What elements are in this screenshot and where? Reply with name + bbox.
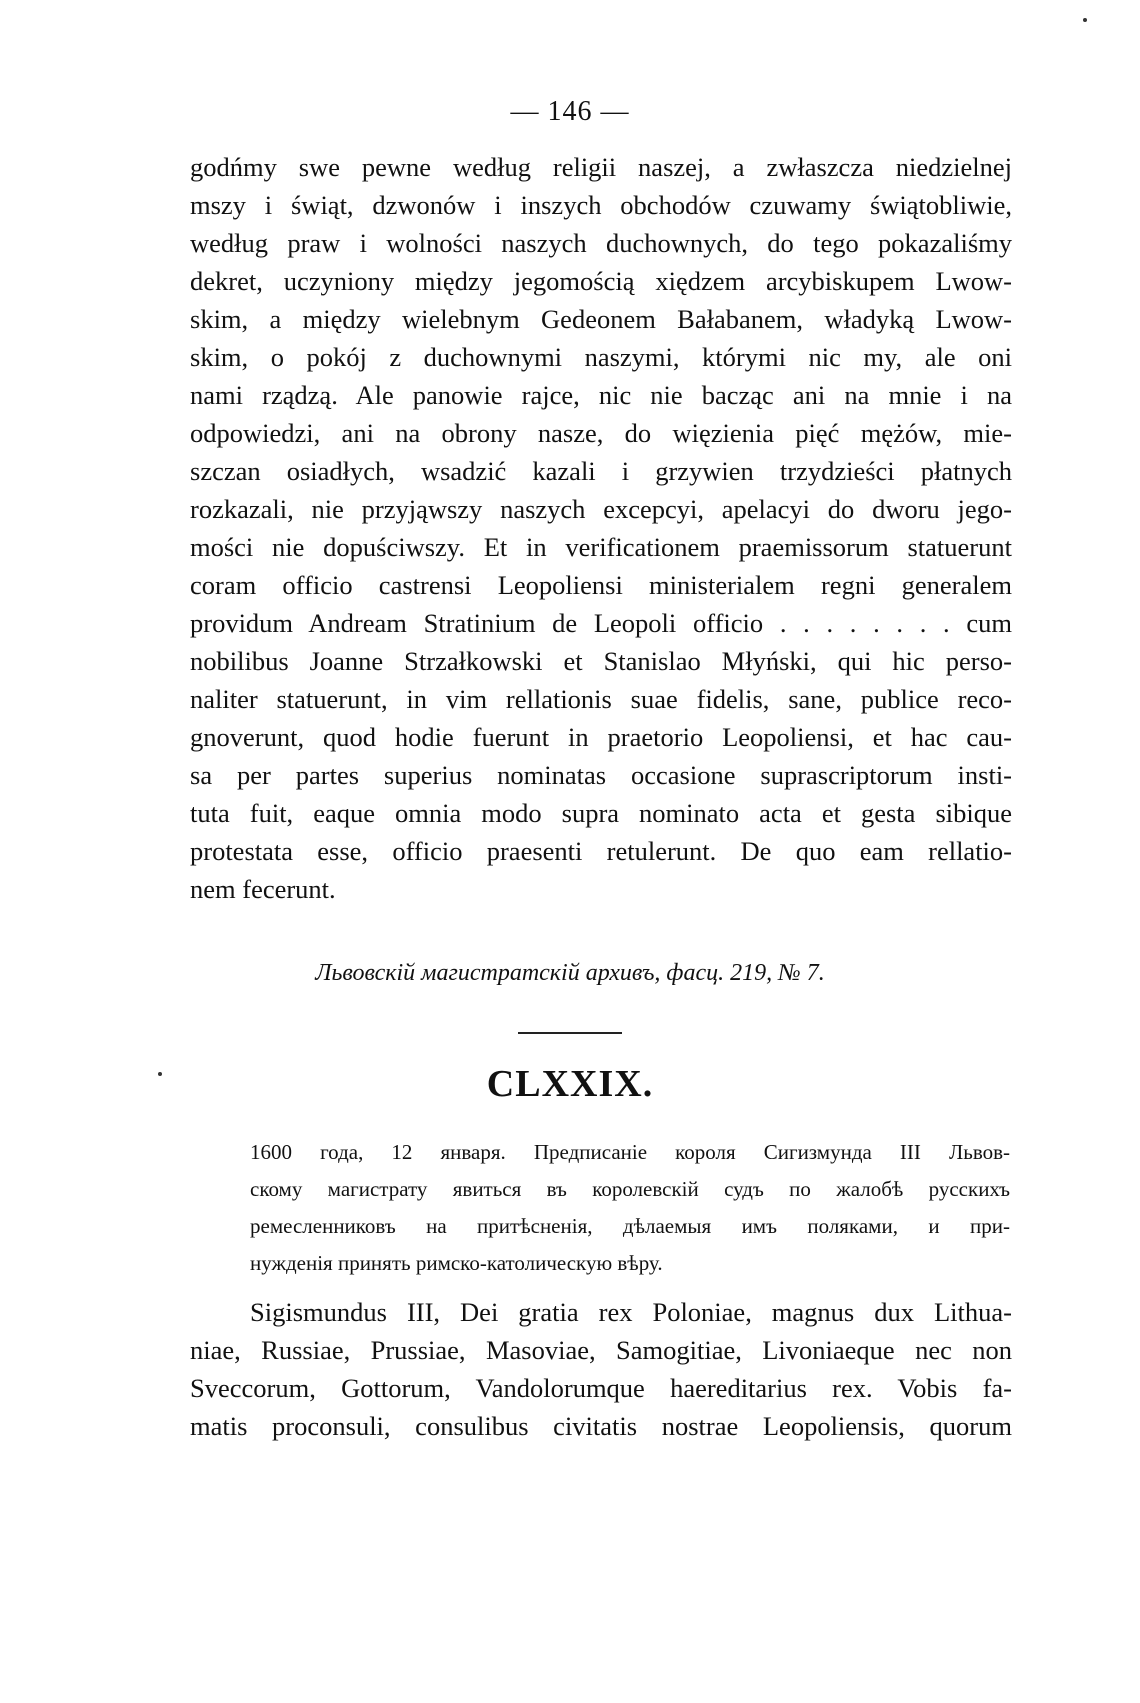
body-line: protestata esse, officio praesenti retulerunt. De quo eam rellatio- <box>190 836 1012 866</box>
latin-line: niae, Russiae, Prussiae, Masoviae, Samogitiae, Livoniaeque nec non <box>190 1335 1012 1365</box>
body-line: coram officio castrensi Leopoliensi ministerialem regni generalem <box>190 570 1012 600</box>
regest-line: ремесленниковъ на притѣсненія, дѣлаемыя имъ поляками, и при- <box>250 1214 1010 1238</box>
document-number-heading: CLXXIX. <box>486 1063 654 1105</box>
body-line: odpowiedzi, ani na obrony nasze, do więzienia pięć mężów, mie- <box>190 418 1012 448</box>
archive-source-note: Львовскій магистратскій архивъ, фасц. 219, № 7. <box>315 960 825 986</box>
body-line: nami rządzą. Ale panowie rajce, nic nie bacząc ani na mnie i na <box>190 380 1012 410</box>
body-line: naliter statuerunt, in vim rellationis suae fidelis, sane, publice reco- <box>190 684 1012 714</box>
section-divider <box>518 1032 622 1034</box>
body-line: sa per partes superius nominatas occasione suprascriptorum insti- <box>190 760 1012 790</box>
scan-speck <box>158 1072 162 1076</box>
body-line: dekret, uczyniony między jegomością xiędzem arcybiskupem Lwow- <box>190 266 1012 296</box>
body-line: nobilibus Joanne Strzałkowski et Stanislao Młyński, qui hic perso- <box>190 646 1012 676</box>
regest-line: 1600 года, 12 января. Предписаніе короля Сигизмунда III Львов- <box>250 1140 1010 1164</box>
regest-line: нужденія принять римско-католическую вѣру. <box>250 1251 663 1275</box>
body-line: mości nie dopuściwszy. Et in verificationem praemissorum statuerunt <box>190 532 1012 562</box>
page-number: — 146 — <box>510 96 630 127</box>
scan-speck <box>1083 18 1087 22</box>
body-line: godńmy swe pewne według religii naszej, a zwłaszcza niedzielnej <box>190 152 1012 182</box>
latin-line: matis proconsuli, consulibus civitatis nostrae Leopoliensis, quorum <box>190 1411 1012 1441</box>
body-line: providum Andream Stratinium de Leopoli officio . . . . . . . . cum <box>190 608 1012 638</box>
body-line: skim, a między wielebnym Gedeonem Bałabanem, władyką Lwow- <box>190 304 1012 334</box>
body-line: skim, o pokój z duchownymi naszymi, którymi nic my, ale oni <box>190 342 1012 372</box>
regest-line: скому магистрату явиться въ королевскій судъ по жалобѣ русскихъ <box>250 1177 1010 1201</box>
body-line: gnoverunt, quod hodie fuerunt in praetorio Leopoliensi, et hac cau- <box>190 722 1012 752</box>
body-line: szczan osiadłych, wsadzić kazali i grzywien trzydzieści płatnych <box>190 456 1012 486</box>
body-line: rozkazali, nie przyjąwszy naszych excepcyi, apelacyi do dworu jego- <box>190 494 1012 524</box>
body-line: według praw i wolności naszych duchownych, do tego pokazaliśmy <box>190 228 1012 258</box>
latin-line: Sveccorum, Gottorum, Vandolorumque haereditarius rex. Vobis fa- <box>190 1373 1012 1403</box>
body-line: tuta fuit, eaque omnia modo supra nominato acta et gesta sibique <box>190 798 1012 828</box>
body-line: mszy i świąt, dzwonów i inszych obchodów czuwamy świątobliwie, <box>190 190 1012 220</box>
latin-line: Sigismundus III, Dei gratia rex Poloniae, magnus dux Lithua- <box>250 1297 1012 1327</box>
body-line: nem fecerunt. <box>190 874 336 904</box>
